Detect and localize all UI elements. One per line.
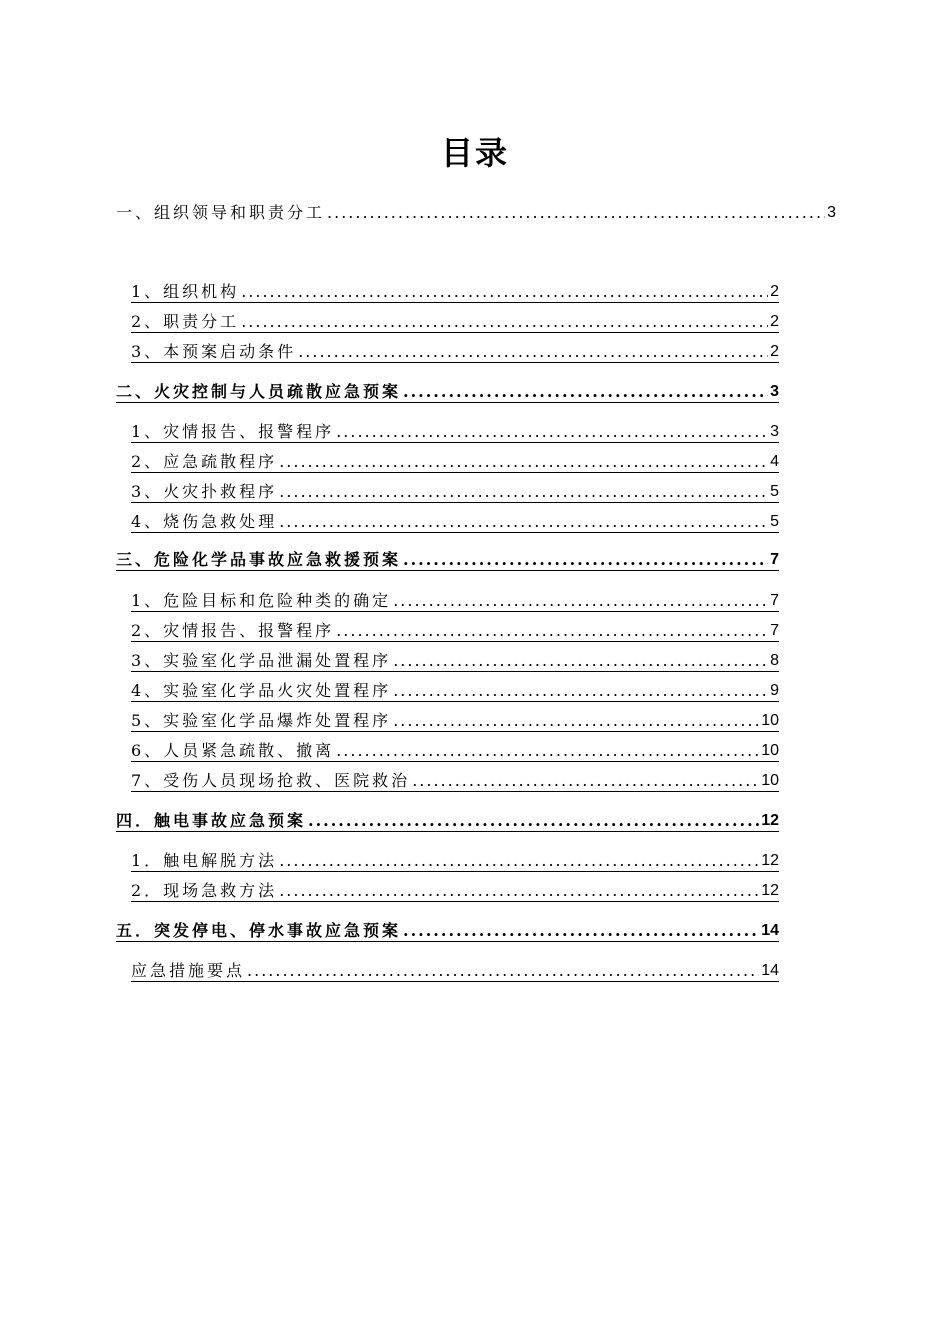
toc-leader-dots — [393, 681, 768, 701]
toc-leader-dots — [393, 711, 759, 731]
toc-leader-dots — [393, 591, 768, 611]
toc-entry-label: 2、职责分工 — [131, 312, 240, 331]
toc-entry-2-2[interactable] — [131, 452, 779, 473]
toc-entry-3-1[interactable] — [131, 591, 779, 612]
toc-entry-page: 2 — [770, 283, 779, 300]
toc-leader-dots — [336, 621, 768, 641]
toc-entry-3-4[interactable] — [131, 681, 779, 702]
toc-leader-dots — [336, 422, 768, 442]
toc-entry-page: 2 — [770, 343, 779, 360]
toc-entry-page: 14 — [761, 922, 779, 939]
toc-entry-label: 三、危险化学品事故应急救援预案 — [116, 550, 402, 569]
toc-entry-page: 12 — [761, 882, 779, 899]
toc-entry-page: 7 — [770, 592, 779, 609]
toc-leader-dots — [279, 452, 768, 472]
toc-entry-label: 3、火灾扑救程序 — [131, 482, 278, 501]
toc-entry-label: 1、危险目标和危险种类的确定 — [131, 591, 392, 610]
toc-entry-3-7[interactable] — [131, 771, 779, 792]
toc-entry-2-4[interactable] — [131, 512, 779, 533]
toc-entry-3-2[interactable] — [131, 621, 779, 642]
toc-entry-page: 3 — [770, 383, 779, 400]
toc-entry-page: 8 — [770, 652, 779, 669]
toc-leader-dots — [327, 203, 825, 223]
toc-leader-dots — [241, 312, 768, 332]
toc-leader-dots — [403, 921, 759, 941]
toc-entry-4-2[interactable] — [131, 881, 779, 902]
toc-entry-label: 2．现场急救方法 — [131, 881, 278, 900]
toc-entry-page: 7 — [770, 622, 779, 639]
toc-entry-label: 应急措施要点 — [131, 961, 246, 980]
toc-entry-label: 1、组织机构 — [131, 282, 240, 301]
toc-leader-dots — [298, 342, 768, 362]
toc-leader-dots — [412, 771, 759, 791]
toc-leader-dots — [279, 482, 768, 502]
toc-entry-3-3[interactable] — [131, 651, 779, 672]
toc-entry-label: 4、实验室化学品火灾处置程序 — [131, 681, 392, 700]
toc-entry-label: 3、实验室化学品泄漏处置程序 — [131, 651, 392, 670]
toc-leader-dots — [336, 741, 759, 761]
toc-entry-page: 10 — [761, 772, 779, 789]
toc-entry-page: 7 — [770, 551, 779, 568]
toc-entry-2-1[interactable] — [131, 422, 779, 443]
toc-entry-page: 5 — [770, 513, 779, 530]
page-title: 目录 — [440, 134, 509, 172]
toc-entry-5-1[interactable] — [131, 961, 779, 982]
toc-entry-label: 4、烧伤急救处理 — [131, 512, 278, 531]
toc-entry-2-3[interactable] — [131, 482, 779, 503]
toc-leader-dots — [279, 851, 759, 871]
toc-entry-1-3[interactable] — [131, 342, 779, 363]
toc-entry-label: 5、实验室化学品爆炸处置程序 — [131, 711, 392, 730]
toc-entry-label: 3、本预案启动条件 — [131, 342, 297, 361]
toc-entry-page: 14 — [761, 962, 779, 979]
toc-entry-4-1[interactable] — [131, 851, 779, 872]
toc-entry-label: 6、人员紧急疏散、撤离 — [131, 741, 335, 760]
toc-entry-page: 12 — [761, 812, 779, 829]
toc-entry-page: 5 — [770, 483, 779, 500]
toc-leader-dots — [241, 282, 768, 302]
toc-entry-section-1[interactable] — [116, 203, 836, 223]
toc-entry-page: 12 — [761, 852, 779, 869]
toc-leader-dots — [393, 651, 768, 671]
toc-leader-dots — [403, 382, 768, 402]
toc-entry-label: 7、受伤人员现场抢救、医院救治 — [131, 771, 411, 790]
toc-entry-section-5[interactable] — [116, 921, 779, 942]
toc-entry-section-2[interactable] — [116, 382, 779, 403]
toc-leader-dots — [247, 961, 759, 981]
toc-entry-3-5[interactable] — [131, 711, 779, 732]
toc-entry-page: 3 — [827, 204, 836, 221]
toc-entry-3-6[interactable] — [131, 741, 779, 762]
toc-entry-page: 3 — [770, 423, 779, 440]
toc-entry-section-4[interactable] — [116, 811, 779, 832]
toc-entry-page: 10 — [761, 742, 779, 759]
toc-entry-1-1[interactable] — [131, 282, 779, 303]
toc-entry-label: 2、应急疏散程序 — [131, 452, 278, 471]
toc-entry-label: 二、火灾控制与人员疏散应急预案 — [116, 382, 402, 401]
toc-leader-dots — [279, 881, 759, 901]
toc-entry-label: 1．触电解脱方法 — [131, 851, 278, 870]
toc-entry-label: 五．突发停电、停水事故应急预案 — [116, 921, 402, 940]
toc-entry-label: 2、灾情报告、报警程序 — [131, 621, 335, 640]
toc-entry-section-3[interactable] — [116, 550, 779, 571]
toc-leader-dots — [279, 512, 768, 532]
toc-entry-1-2[interactable] — [131, 312, 779, 333]
toc-leader-dots — [308, 811, 759, 831]
toc-entry-page: 2 — [770, 313, 779, 330]
toc-entry-label: 一、组织领导和职责分工 — [116, 203, 326, 222]
toc-entry-label: 四．触电事故应急预案 — [116, 811, 307, 830]
toc-entry-label: 1、灾情报告、报警程序 — [131, 422, 335, 441]
toc-entry-page: 9 — [770, 682, 779, 699]
toc-entry-page: 10 — [761, 712, 779, 729]
toc-leader-dots — [403, 550, 768, 570]
toc-entry-page: 4 — [770, 453, 779, 470]
